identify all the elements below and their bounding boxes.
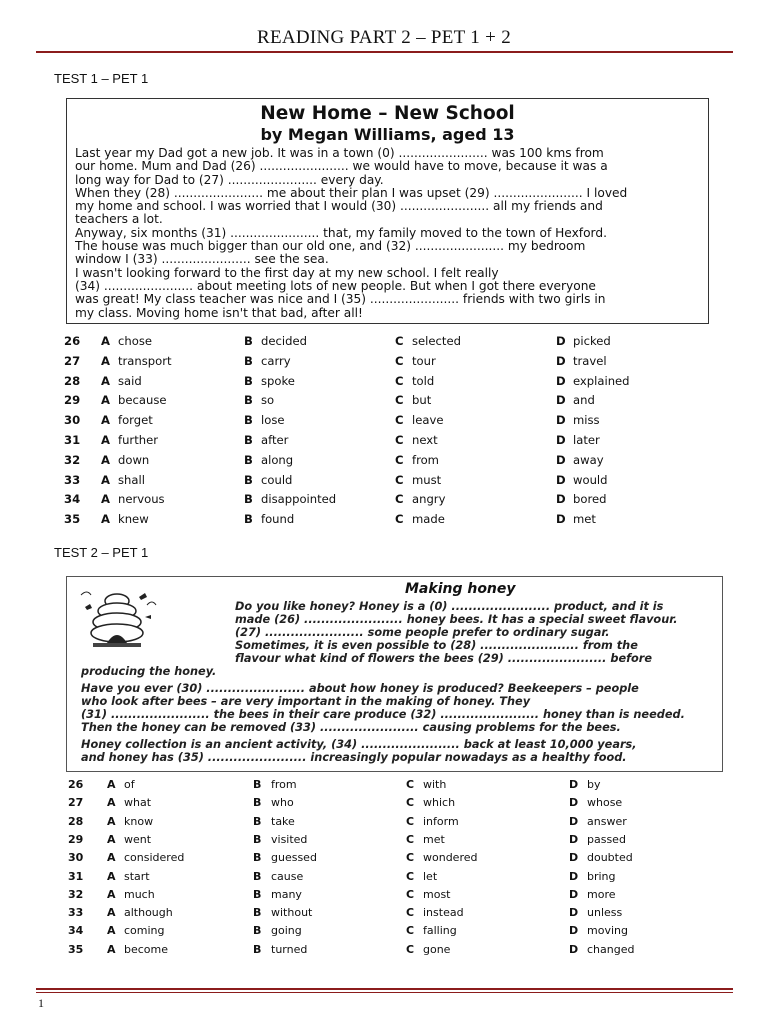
option-letter-a: A: [101, 433, 110, 447]
option-letter-a: A: [107, 887, 116, 901]
option-c: tour: [412, 353, 436, 368]
test2-text-box: [66, 576, 723, 772]
option-d: passed: [587, 832, 626, 846]
option-c: most: [423, 887, 451, 901]
option-letter-c: C: [395, 413, 404, 428]
story-line: Sometimes, it is even possible to (28) ....................... from the: [235, 639, 638, 652]
question-number: 27: [64, 353, 81, 368]
option-letter-d: D: [556, 334, 566, 348]
story-line: made (26) ....................... honey bees. It has a special sweet flavour.: [235, 613, 678, 626]
question-number: 35: [68, 942, 84, 956]
option-letter-b: B: [253, 814, 262, 828]
option-letter-b: B: [253, 924, 262, 938]
option-letter-c: C: [406, 906, 415, 920]
option-c: from: [412, 452, 439, 467]
option-c: leave: [412, 413, 444, 428]
option-d: doubted: [587, 851, 633, 865]
option-letter-b: B: [253, 796, 262, 810]
test1-heading: New Home – New School: [260, 103, 515, 124]
option-d: travel: [573, 353, 607, 368]
option-b: could: [261, 472, 293, 487]
option-c: made: [412, 512, 445, 527]
option-a: nervous: [118, 492, 165, 507]
story-line: The house was much bigger than our old one, and (32) ....................... my bedroom: [75, 239, 586, 254]
option-d: would: [573, 472, 608, 487]
option-d: by: [587, 778, 601, 791]
option-c: gone: [423, 942, 451, 956]
option-letter-b: B: [253, 778, 262, 791]
story-line: teachers a lot.: [75, 212, 163, 227]
question-number: 33: [64, 472, 81, 487]
option-letter-a: A: [107, 924, 116, 938]
option-b: take: [271, 814, 295, 828]
option-letter-d: D: [556, 472, 566, 487]
test1-text-box: [66, 98, 709, 324]
option-letter-c: C: [395, 452, 404, 467]
question-number: 26: [68, 778, 84, 791]
story-line: long way for Dad to (27) ....................... every day.: [75, 172, 384, 187]
option-letter-a: A: [107, 778, 116, 791]
option-d: answer: [587, 814, 627, 828]
option-b: spoke: [261, 373, 295, 388]
option-letter-c: C: [406, 778, 415, 791]
option-letter-d: D: [569, 906, 579, 920]
test2-label: TEST 2 – PET 1: [54, 545, 149, 560]
option-letter-a: A: [107, 796, 116, 810]
option-c: let: [423, 869, 438, 883]
option-b: disappointed: [261, 492, 337, 507]
option-a: transport: [118, 353, 172, 368]
option-a: what: [124, 796, 152, 810]
option-a: went: [124, 832, 152, 846]
option-letter-d: D: [556, 393, 566, 408]
option-letter-c: C: [406, 796, 415, 810]
option-letter-d: D: [569, 869, 579, 883]
option-letter-b: B: [244, 472, 253, 487]
option-letter-c: C: [406, 924, 415, 938]
question-number: 28: [68, 814, 84, 828]
option-a: further: [118, 433, 158, 447]
footer-rule-bottom: [36, 992, 733, 993]
option-b: going: [271, 924, 302, 938]
option-letter-d: D: [569, 924, 579, 938]
option-a: forget: [118, 413, 153, 428]
option-d: and: [573, 393, 595, 408]
option-c: inform: [423, 814, 459, 828]
question-number: 34: [64, 492, 81, 507]
option-letter-a: A: [107, 832, 116, 846]
option-letter-b: B: [253, 832, 262, 846]
option-c: which: [423, 796, 456, 810]
option-letter-a: A: [101, 512, 110, 527]
story-line: Then the honey can be removed (33) ....................... causing problems for the bees.: [81, 721, 621, 734]
option-a: chose: [118, 334, 152, 348]
option-letter-a: A: [101, 452, 110, 467]
option-c: selected: [412, 334, 461, 348]
option-d: bored: [573, 492, 607, 507]
story-line: my home and school. I was worried that I would (30) ....................... all my friends and: [75, 199, 603, 214]
option-b: lose: [261, 413, 285, 428]
question-number: 31: [68, 869, 84, 883]
option-c: instead: [423, 906, 464, 920]
test2-story: [67, 577, 722, 767]
option-letter-c: C: [395, 472, 404, 487]
option-letter-d: D: [556, 353, 566, 368]
option-d: met: [573, 512, 596, 527]
option-letter-b: B: [253, 887, 262, 901]
option-a: knew: [118, 512, 149, 527]
option-letter-c: C: [395, 512, 404, 527]
footer-rule-top: [36, 988, 733, 990]
option-letter-b: B: [253, 906, 262, 920]
option-letter-d: D: [569, 796, 579, 810]
option-letter-b: B: [244, 393, 253, 408]
option-b: turned: [271, 942, 308, 956]
option-b: after: [261, 433, 289, 447]
test2-heading: Making honey: [405, 581, 516, 597]
option-b: many: [271, 887, 302, 901]
option-letter-d: D: [569, 942, 579, 956]
question-number: 35: [64, 512, 81, 527]
option-letter-a: A: [107, 906, 116, 920]
option-d: whose: [587, 796, 623, 810]
option-letter-c: C: [406, 851, 415, 865]
option-a: because: [118, 393, 167, 408]
test1-story: [75, 147, 701, 320]
option-d: picked: [573, 334, 611, 348]
question-number: 32: [64, 452, 81, 467]
option-letter-c: C: [406, 887, 415, 901]
story-line: who look after bees – are very important in the making of honey. They: [81, 695, 531, 708]
option-letter-d: D: [569, 832, 579, 846]
test1-label: TEST 1 – PET 1: [54, 71, 149, 86]
option-letter-c: C: [406, 814, 415, 828]
option-letter-c: C: [395, 433, 404, 447]
option-a: said: [118, 373, 142, 388]
question-number: 30: [68, 851, 84, 865]
option-b: along: [261, 452, 294, 467]
option-c: next: [412, 433, 438, 447]
option-b: found: [261, 512, 295, 527]
option-letter-b: B: [244, 492, 253, 507]
story-line: (27) ....................... some people prefer to ordinary sugar.: [235, 626, 610, 639]
story-line: (34) ....................... about meeting lots of new people. But when I got there everyone: [75, 278, 596, 293]
option-d: moving: [587, 924, 628, 938]
option-a: shall: [118, 472, 145, 487]
option-letter-b: B: [244, 452, 253, 467]
option-d: more: [587, 887, 616, 901]
option-letter-b: B: [244, 353, 253, 368]
option-letter-a: A: [101, 393, 110, 408]
page-title: READING PART 2 – PET 1 + 2: [256, 27, 512, 48]
question-number: 29: [64, 393, 81, 408]
option-letter-b: B: [253, 851, 262, 865]
option-letter-b: B: [244, 373, 253, 388]
option-b: cause: [271, 869, 304, 883]
story-line: producing the honey.: [81, 665, 217, 678]
option-b: so: [261, 393, 275, 408]
option-c: but: [412, 393, 432, 408]
story-line: our home. Mum and Dad (26) ....................... we would have to move, because it was a: [75, 159, 608, 174]
option-letter-a: A: [107, 814, 116, 828]
option-letter-b: B: [244, 512, 253, 527]
story-line: Last year my Dad got a new job. It was in a town (0) ....................... was 100 kms from: [75, 146, 604, 160]
option-a: start: [124, 869, 150, 883]
option-letter-d: D: [556, 492, 566, 507]
option-letter-d: D: [556, 452, 566, 467]
question-number: 31: [64, 433, 81, 447]
question-number: 34: [68, 924, 84, 938]
option-c: with: [423, 778, 447, 791]
header-rule: [36, 51, 733, 53]
story-line: was great! My class teacher was nice and I (35) ....................... friends with two girls in: [75, 292, 606, 307]
question-number: 33: [68, 906, 84, 920]
option-d: away: [573, 452, 604, 467]
option-b: visited: [271, 832, 308, 846]
option-letter-d: D: [569, 851, 579, 865]
option-d: explained: [573, 373, 630, 388]
story-line: (31) ....................... the bees in their care produce (32) ....................... honey than is needed.: [81, 708, 685, 721]
option-letter-a: A: [107, 942, 116, 956]
option-letter-a: A: [101, 353, 110, 368]
option-c: met: [423, 832, 445, 846]
option-letter-d: D: [556, 373, 566, 388]
option-a: considered: [124, 851, 185, 865]
question-number: 32: [68, 887, 84, 901]
question-number: 26: [64, 334, 81, 348]
option-b: who: [271, 796, 294, 810]
option-a: of: [124, 778, 135, 791]
option-letter-c: C: [395, 373, 404, 388]
option-letter-d: D: [556, 512, 566, 527]
option-letter-a: A: [107, 851, 116, 865]
question-number: 28: [64, 373, 81, 388]
option-d: miss: [573, 413, 600, 428]
option-letter-a: A: [101, 492, 110, 507]
story-line: window I (33) ....................... see the sea.: [75, 252, 329, 267]
option-c: told: [412, 373, 435, 388]
option-letter-d: D: [569, 887, 579, 901]
option-letter-c: C: [406, 942, 415, 956]
option-letter-b: B: [253, 942, 262, 956]
option-letter-c: C: [395, 393, 404, 408]
story-line: flavour what kind of flowers the bees (29) ....................... before: [235, 652, 653, 665]
option-c: must: [412, 472, 442, 487]
option-d: later: [573, 433, 600, 447]
story-line: Honey collection is an ancient activity, (34) ....................... back at least 10,000 years,: [81, 738, 637, 751]
option-letter-c: C: [395, 492, 404, 507]
option-letter-b: B: [244, 413, 253, 428]
option-d: changed: [587, 942, 635, 956]
option-letter-c: C: [395, 353, 404, 368]
option-letter-a: A: [101, 472, 110, 487]
question-number: 30: [64, 413, 81, 428]
option-c: wondered: [423, 851, 478, 865]
question-number: 27: [68, 796, 84, 810]
story-line: Do you like honey? Honey is a (0) ....................... product, and it is: [235, 600, 664, 613]
option-a: become: [124, 942, 169, 956]
option-letter-b: B: [244, 433, 253, 447]
option-letter-c: C: [406, 869, 415, 883]
option-letter-c: C: [406, 832, 415, 846]
story-line: my class. Moving home isn't that bad, after all!: [75, 305, 363, 320]
option-a: know: [124, 814, 154, 828]
test1-byline: by Megan Williams, aged 13: [260, 125, 515, 144]
option-letter-b: B: [253, 869, 262, 883]
option-b: guessed: [271, 851, 317, 865]
option-b: decided: [261, 334, 307, 348]
option-letter-d: D: [556, 433, 566, 447]
option-letter-b: B: [244, 334, 253, 348]
story-line: Anyway, six months (31) ....................... that, my family moved to the town of Hexford.: [75, 225, 607, 240]
option-letter-d: D: [569, 778, 579, 791]
option-letter-c: C: [395, 334, 404, 348]
option-b: carry: [261, 353, 291, 368]
story-line: I wasn't looking forward to the first day at my new school. I felt really: [75, 265, 499, 280]
option-letter-a: A: [101, 413, 110, 428]
option-a: much: [124, 887, 155, 901]
option-a: although: [124, 906, 173, 920]
option-letter-d: D: [556, 413, 566, 428]
option-c: angry: [412, 492, 446, 507]
option-c: falling: [423, 924, 457, 938]
option-b: without: [271, 906, 313, 920]
question-number: 29: [68, 832, 84, 846]
option-letter-a: A: [101, 373, 110, 388]
story-line: and honey has (35) ....................... increasingly popular nowadays as a healthy food.: [81, 751, 627, 764]
option-a: down: [118, 452, 150, 467]
story-line: When they (28) ....................... me about their plan I was upset (29) ....................... I loved: [75, 185, 628, 200]
option-b: from: [271, 778, 297, 791]
option-letter-a: A: [101, 334, 110, 348]
page-number: 1: [38, 996, 44, 1010]
option-letter-d: D: [569, 814, 579, 828]
story-line: Have you ever (30) ....................... about how honey is produced? Beekeepers – people: [81, 682, 639, 695]
option-letter-a: A: [107, 869, 116, 883]
option-d: unless: [587, 906, 623, 920]
option-a: coming: [124, 924, 165, 938]
option-d: bring: [587, 869, 616, 883]
